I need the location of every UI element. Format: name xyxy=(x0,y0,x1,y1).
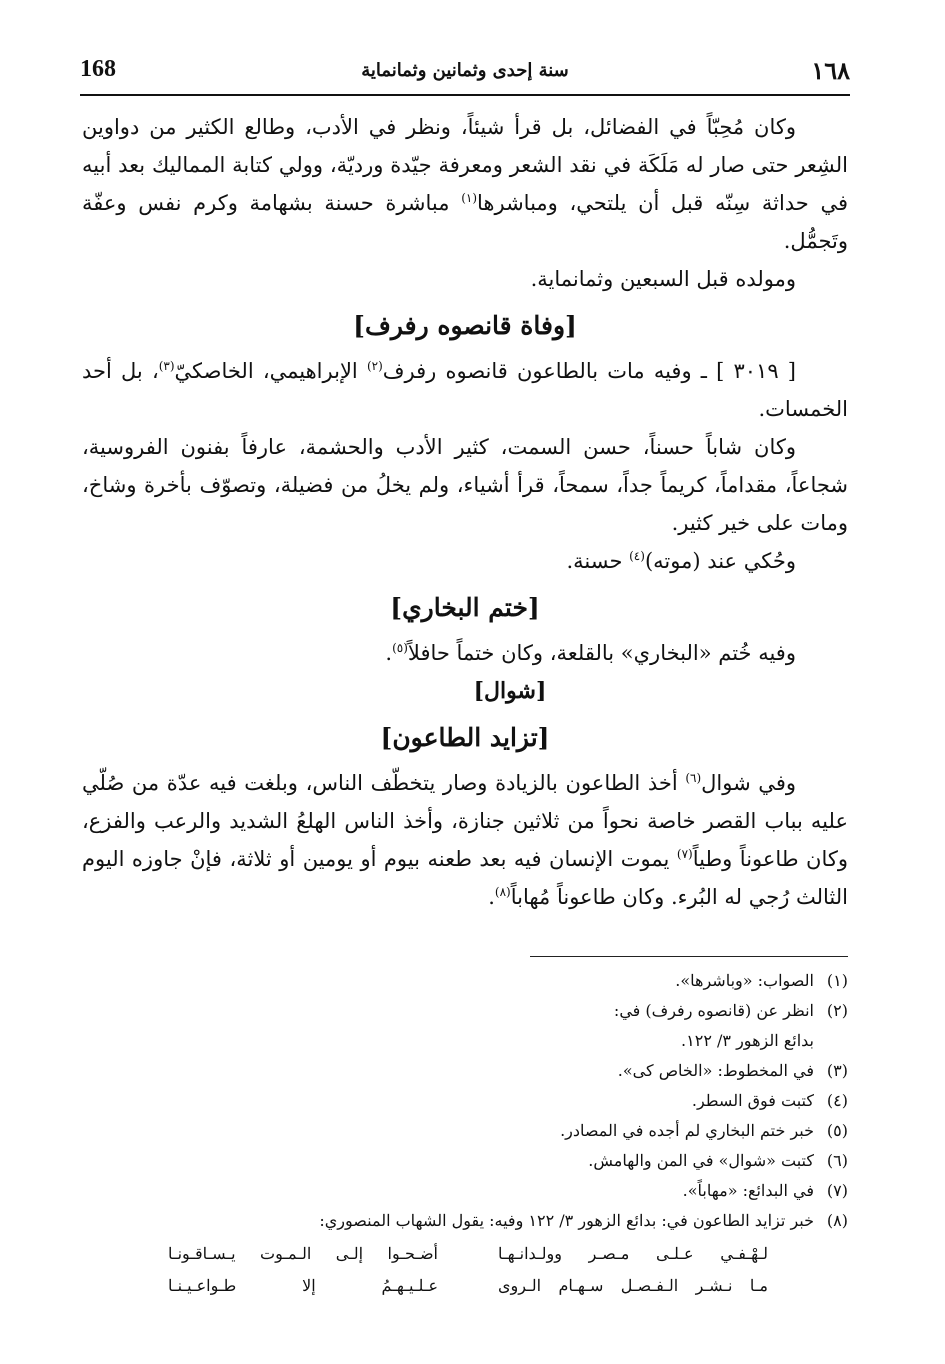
text-run: . xyxy=(488,885,495,909)
entry-3019 xyxy=(82,352,848,428)
footnote-text: كتبت «شوال» في المن والهامش. xyxy=(588,1151,814,1170)
footnote-ref: (١) xyxy=(461,191,478,205)
footnote-number: (١) xyxy=(826,971,848,990)
paragraph-2: ومولده قبل السبعين وثمانماية. xyxy=(530,267,796,291)
footnote-text: في المخطوط: «الخاص كى». xyxy=(617,1061,814,1080)
poem-verse xyxy=(168,1270,768,1302)
footnote-number: (٢) xyxy=(826,1001,848,1020)
footnote-text: خبر ختم البخاري لم أجده في المصادر. xyxy=(560,1121,814,1140)
footnote-ref: (٧) xyxy=(676,847,693,861)
text-run: وفي شوال xyxy=(701,771,796,795)
section-heading-qansuh: [وفاة قانصوه رفرف] xyxy=(353,311,577,340)
poem-hemistich: لـهْـفـي عـلـى مـصـر وولـدانـهـا xyxy=(498,1244,768,1263)
text-run: ـ وفيه مات بالطاعون قانصوه رفرف xyxy=(382,359,717,383)
footnote-text: في البدائع: «مهاباً». xyxy=(682,1181,814,1200)
paragraph-7 xyxy=(82,764,848,916)
paragraph-6 xyxy=(82,634,848,672)
poem xyxy=(168,1238,768,1302)
paragraph-5 xyxy=(82,542,848,580)
footnote-ref: (٦) xyxy=(685,771,702,785)
paragraph-4: وكان شاباً حسناً، حسن السمت، كثير الأدب والحشمة، عارفاً بفنون الفروسية، شجاعاً، مقداماً، كريماً جداً، سمحاً، قرأ أشياء، ولم يخلُ من فضيلة، وتصوّف بأخرة وشاخ، ومات على خير كثير. xyxy=(82,435,848,535)
footnote-rule xyxy=(530,956,848,957)
text-run: . xyxy=(385,641,393,665)
page-number-arabic: ١٦٨ xyxy=(811,56,850,85)
footnote-4 xyxy=(160,1086,848,1116)
poem-hemistich: مـا نـشـر الـفـصـل سـهـام الـروى xyxy=(498,1276,768,1295)
footnote-ref: (٢) xyxy=(366,359,383,373)
footnote-text: انظر عن (قانصوه رفرف) في: xyxy=(613,1001,814,1020)
page-number-latin: 168 xyxy=(80,56,116,82)
footnote-2 xyxy=(160,996,848,1056)
footnote-number: (٤) xyxy=(826,1091,848,1110)
poem-verse xyxy=(168,1238,768,1270)
section-heading-shawwal: [شوال] xyxy=(473,678,547,704)
text-run: وكان مُحِبّاً في الفضائل، بل قرأ شيئاً، ونظر في الأدب، وطالع الكثير من دواوين الشِعر حتى صار له مَلَكَة في نقد الشعر ومعرفة جيّدة ورديّة، وولي كتابة المماليك بعد أبيه في حداثة سِنّه قبل أن يلتحي، ومباشرها xyxy=(82,115,848,215)
footnote-5 xyxy=(160,1116,848,1146)
running-title: سنة إحدى وثمانين وثمانماية xyxy=(361,60,569,81)
poem-hemistich: أضـحـوا إلـى الـمـوت يـسـاقـونـا xyxy=(168,1244,438,1263)
footnote-number: (٦) xyxy=(826,1151,848,1170)
text-run: حسنة. xyxy=(566,549,630,573)
footnote-ref: (٥) xyxy=(392,641,408,655)
header-rule xyxy=(80,94,850,96)
text-run: وفيه خُتم «البخاري» بالقلعة، وكان ختماً حافلاً xyxy=(407,641,796,665)
section-heading-bukhari: [ختم البخاري] xyxy=(390,593,540,622)
text-run: يموت الإنسان فيه بعد طعنه بيوم أو يومين أو ثلاثة، فإنْ جاوزه اليوم الثالث رُجي له البُرء. وكان طاعوناً مُهاباً xyxy=(82,847,848,909)
paragraph-1 xyxy=(82,108,848,260)
text-run: أخذ الطاعون بالزيادة وصار يتخطّف الناس، وبلغت فيه عدّة من صُلّي عليه بباب القصر خاصة نحواً من ثلاثين جنازة، وأخذ الناس الهلعُ الشديد والرعب والفزع، وكان طاعوناً وطياً xyxy=(82,771,848,871)
footnote-ref: (٣) xyxy=(158,359,175,373)
footnote-6 xyxy=(160,1146,848,1176)
poem-hemistich: عـلـيـهـمُ إلا طـواعـيـنـا xyxy=(168,1276,438,1295)
entry-number: [ ٣٠١٩ ] xyxy=(716,359,796,383)
footnote-8 xyxy=(160,1206,848,1236)
text-run: وحُكي عند (موته) xyxy=(644,549,796,573)
footnote-text: الصواب: «وباشرها». xyxy=(675,971,814,990)
footnote-number: (٥) xyxy=(826,1121,848,1140)
main-text xyxy=(82,108,848,916)
text-run: الإبراهيمي، الخاصكيّ xyxy=(174,359,367,383)
footnote-1 xyxy=(160,966,848,996)
footnote-ref: (٨) xyxy=(494,885,511,899)
page-header xyxy=(80,52,850,90)
footnote-ref: (٤) xyxy=(629,549,645,563)
footnotes xyxy=(160,966,848,1302)
footnote-text: بدائع الزهور ٣/ ١٢٢. xyxy=(681,1031,814,1050)
footnote-number: (٣) xyxy=(826,1061,848,1080)
text-run: مباشرة حسنة بشهامة وكرم نفس وعفّة وتَجمُّل. xyxy=(82,191,848,253)
footnote-number: (٨) xyxy=(826,1211,848,1230)
text-run: ، بل أحد الخمسات. xyxy=(82,359,848,421)
footnote-text: كتبت فوق السطر. xyxy=(691,1091,814,1110)
section-heading-plague: [تزايد الطاعون] xyxy=(380,723,550,752)
footnote-number: (٧) xyxy=(826,1181,848,1200)
footnote-text: خبر تزايد الطاعون في: بدائع الزهور ٣/ ١٢٢ وفيه: يقول الشهاب المنصوري: xyxy=(319,1211,814,1230)
footnote-7 xyxy=(160,1176,848,1206)
footnote-3 xyxy=(160,1056,848,1086)
